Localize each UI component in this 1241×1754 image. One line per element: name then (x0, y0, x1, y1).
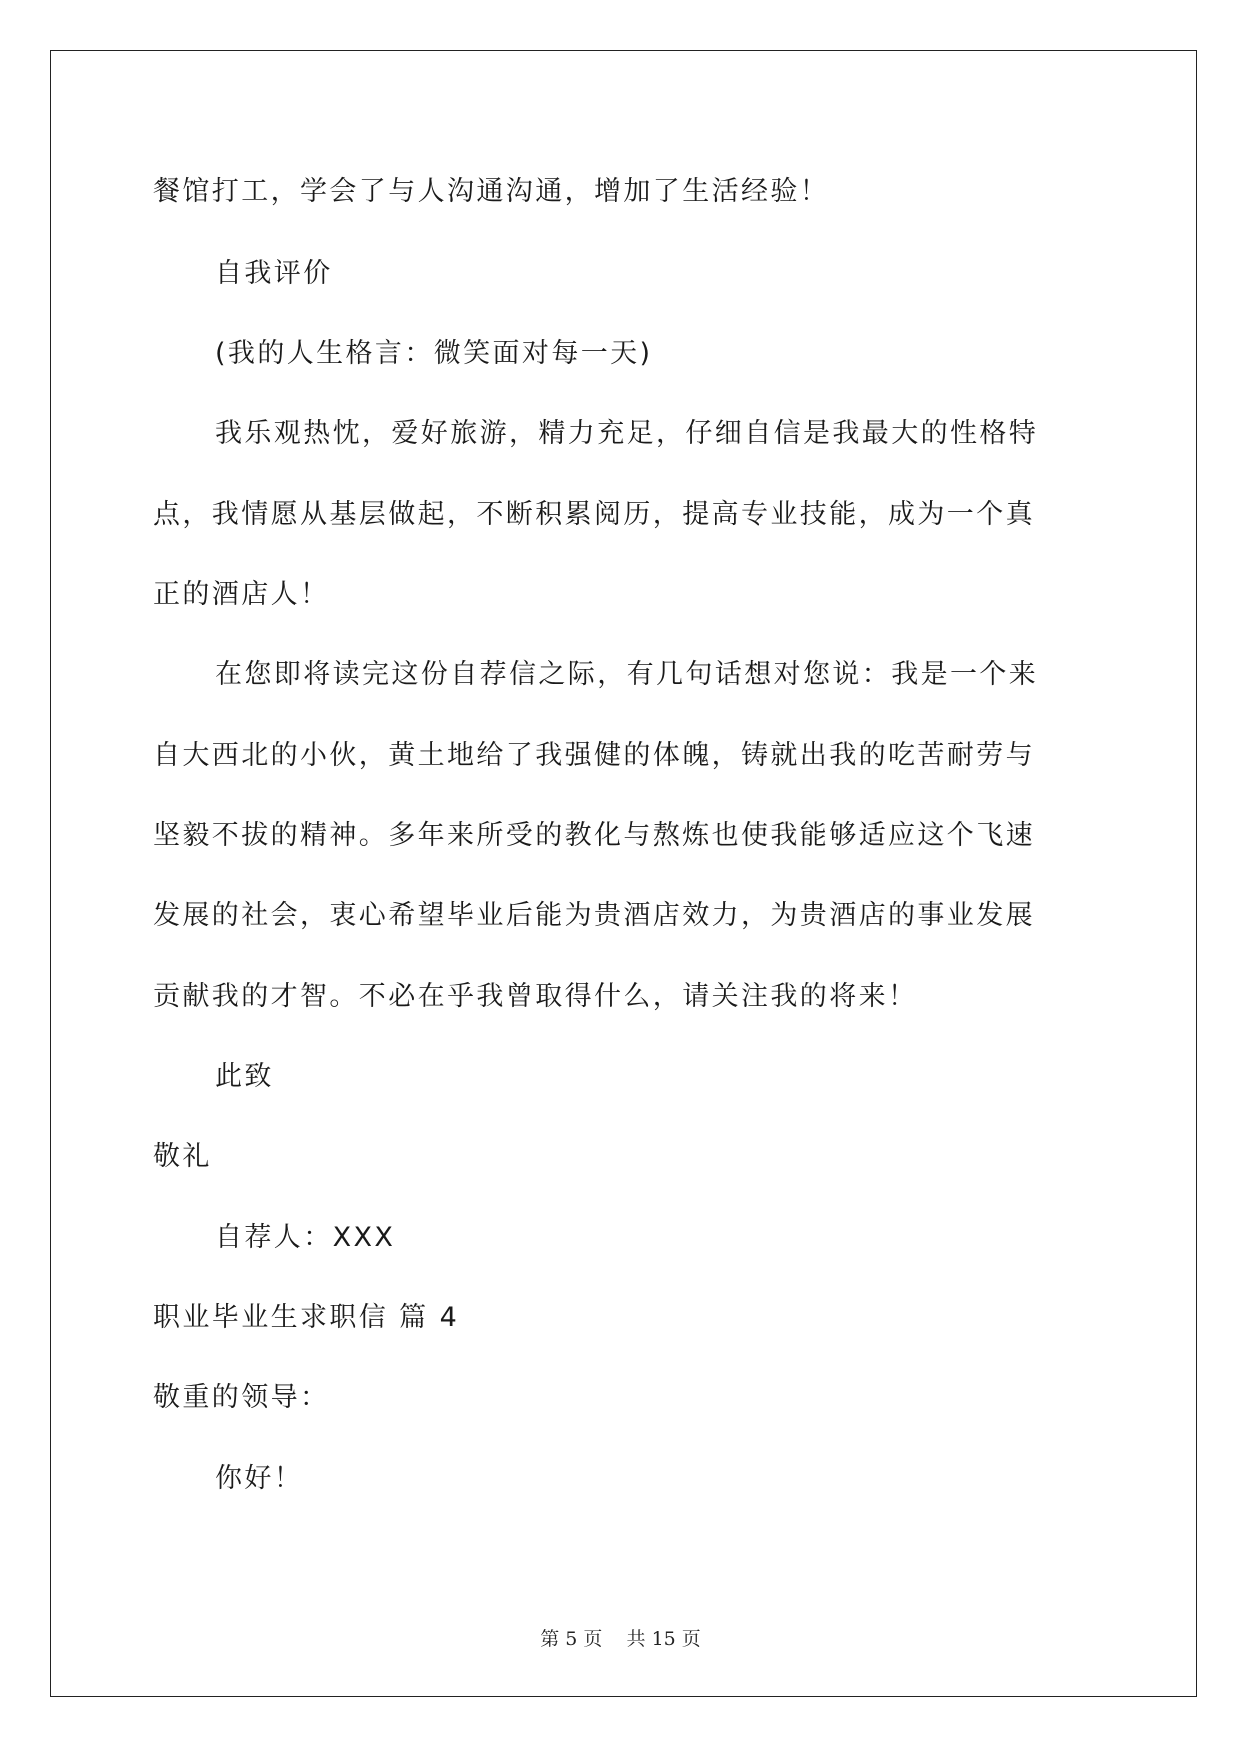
text-line-4: 我乐观热忱，爱好旅游，精力充足，仔细自信是我最大的性格特 (215, 418, 1039, 449)
motto-line: (我的人生格言：微笑面对每一天) (215, 338, 653, 369)
text-line-11: 贡献我的才智。不必在乎我曾取得什么，请关注我的将来！ (153, 981, 918, 1012)
closing-ci-zhi: 此致 (215, 1061, 274, 1092)
page-border (50, 50, 1197, 1697)
page-number: 第 5 页 共 15 页 (540, 1628, 701, 1650)
text-line-1: 餐馆打工，学会了与人沟通沟通，增加了生活经验！ (153, 176, 830, 207)
closing-jing-li: 敬礼 (153, 1141, 212, 1172)
section-heading-self-evaluation: 自我评价 (215, 258, 333, 289)
salutation: 敬重的领导： (153, 1382, 330, 1413)
signature-line: 自荐人：XXX (215, 1222, 396, 1253)
text-line-5: 点，我情愿从基层做起，不断积累阅历，提高专业技能，成为一个真 (153, 499, 1035, 530)
text-line-9: 坚毅不拔的精神。多年来所受的教化与熬炼也使我能够适应这个飞速 (153, 820, 1035, 851)
text-line-10: 发展的社会，衷心希望毕业后能为贵酒店效力，为贵酒店的事业发展 (153, 900, 1035, 931)
section-title: 职业毕业生求职信 篇 4 (153, 1302, 460, 1333)
text-line-6: 正的酒店人！ (153, 579, 330, 610)
text-line-7: 在您即将读完这份自荐信之际，有几句话想对您说：我是一个来 (215, 659, 1039, 690)
greeting: 你好！ (215, 1463, 304, 1494)
text-line-8: 自大西北的小伙，黄土地给了我强健的体魄，铸就出我的吃苦耐劳与 (153, 740, 1035, 771)
